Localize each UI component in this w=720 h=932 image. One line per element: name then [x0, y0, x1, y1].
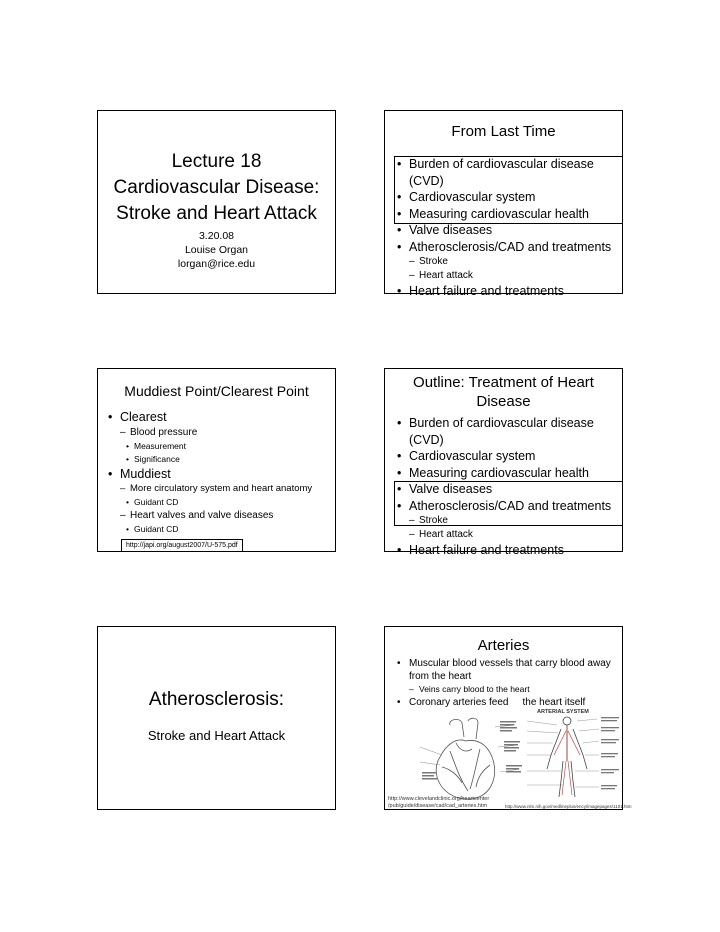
title-line: Disease	[476, 393, 531, 410]
sub-item: – Stroke	[395, 255, 623, 269]
heart-illustration	[420, 717, 530, 805]
highlight-box	[394, 481, 623, 526]
sub-item: – Veins carry blood to the heart	[395, 683, 623, 696]
sub-sub-item: • Measurement	[106, 440, 334, 453]
reference-link[interactable]: http://japi.org/august2007/U-575.pdf	[121, 539, 243, 552]
highlight-box	[394, 156, 623, 224]
list-item: • Atherosclerosis/CAD and treatments	[395, 498, 623, 515]
list-item: • Burden of cardiovascular disease (CVD)	[395, 156, 623, 189]
slide-6-list	[395, 658, 623, 709]
image-credit-left[interactable]	[388, 796, 489, 810]
slide-4-title	[385, 373, 622, 411]
title-line: Lecture 18	[171, 151, 262, 172]
slide-6	[384, 626, 632, 810]
slide-1-title	[98, 149, 335, 227]
author-email: lorgan@rice.edu	[177, 258, 256, 270]
slide-5	[97, 626, 336, 810]
list-item-clearest: • Clearest	[106, 409, 334, 426]
list-item	[395, 658, 623, 683]
list-item: • Valve diseases	[395, 481, 623, 498]
list-item	[395, 696, 623, 709]
credit-line: /pub/guide/disease/cad/cad_arteries.htm	[388, 803, 488, 809]
slide-3-title: Muddiest Point/Clearest Point	[124, 383, 309, 399]
sub-item: – More circulatory system and heart anatomy	[106, 482, 334, 496]
slide-5-subtitle: Stroke and Heart Attack	[147, 728, 286, 743]
slide-2	[384, 110, 623, 298]
lecture-date: 3.20.08	[198, 230, 235, 242]
item-text-b: the heart itself	[522, 697, 586, 708]
slide-1	[97, 110, 336, 294]
list-item-muddiest: • Muddiest	[106, 466, 334, 483]
list-item: • Atherosclerosis/CAD and treatments	[395, 239, 623, 256]
image-credit-right[interactable]: http://www.nlm.nih.gov/medlineplus/ency/imagepages/1101.htm	[505, 804, 632, 809]
sub-item: – Blood pressure	[106, 426, 334, 440]
title-line: Cardiovascular Disease:	[113, 177, 320, 198]
list-item: • Heart failure and treatments	[395, 542, 623, 559]
title-line: Outline: Treatment of Heart	[413, 374, 594, 391]
item-line: from the heart	[409, 670, 472, 682]
author-name: Louise Organ	[184, 244, 249, 256]
sub-item: – Heart valves and valve diseases	[106, 509, 334, 523]
item-text-a: Coronary arteries feed	[409, 697, 509, 708]
slide-6-title: Arteries	[477, 637, 530, 654]
slide-5-title: Atherosclerosis:	[148, 689, 285, 710]
sub-sub-item: • Guidant CD	[106, 496, 334, 509]
list-item: • Cardiovascular system	[395, 189, 623, 206]
sub-item: – Heart attack	[395, 269, 623, 283]
credit-line: http://www.clevelandclinic.org/heartcenter	[388, 796, 490, 802]
list-item: • Valve diseases	[395, 222, 623, 239]
title-line: Stroke and Heart Attack	[116, 203, 317, 224]
sub-sub-item: • Guidant CD	[106, 523, 334, 536]
slide-3	[97, 368, 336, 552]
list-item: • Cardiovascular system	[395, 448, 623, 465]
list-item: • Burden of cardiovascular disease (CVD)	[395, 415, 623, 448]
item-line: • Muscular blood vessels that carry blood away	[409, 658, 611, 669]
list-item: • Measuring cardiovascular health	[395, 465, 623, 482]
slide-3-list	[106, 409, 334, 536]
figure-title: ARTERIAL SYSTEM	[537, 709, 589, 715]
sub-item: – Heart attack	[395, 528, 623, 542]
sub-item: – Stroke	[395, 514, 623, 528]
sub-sub-item: • Significance	[106, 453, 334, 466]
arterial-system-illustration	[525, 715, 621, 799]
slide-1-meta	[98, 229, 335, 271]
list-item: • Measuring cardiovascular health	[395, 206, 623, 223]
list-item: • Heart failure and treatments	[395, 283, 623, 300]
slide-4	[384, 368, 623, 557]
slide-2-title: From Last Time	[451, 123, 556, 140]
